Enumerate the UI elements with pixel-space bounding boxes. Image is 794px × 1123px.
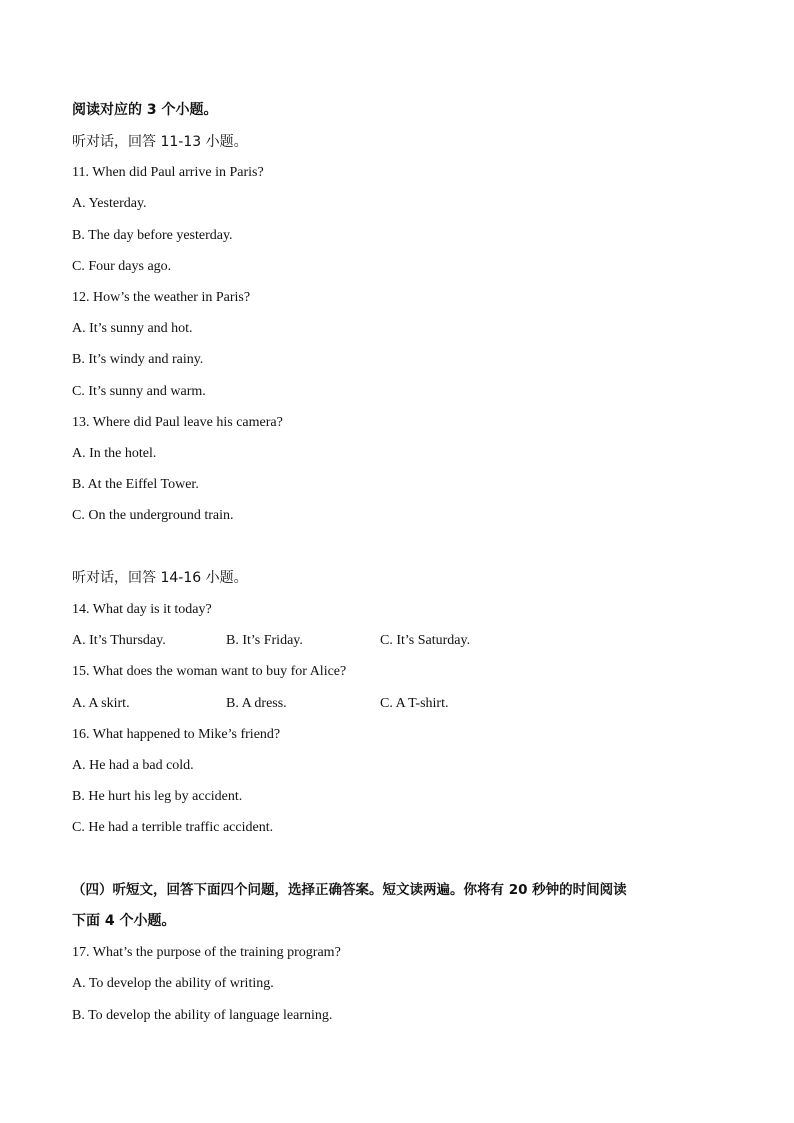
section-c-heading-line2: 下面 4 个小题。 xyxy=(72,913,176,929)
question-11-option-b: B. The day before yesterday. xyxy=(72,228,233,243)
question-16-option-c: C. He had a terrible traffic accident. xyxy=(72,820,274,835)
question-12-stem: 12. How’s the weather in Paris? xyxy=(72,290,251,305)
section-a-instruction: 听对话，回答 11-13 小题。 xyxy=(72,134,248,150)
question-13-option-b: B. At the Eiffel Tower. xyxy=(72,477,199,492)
question-14-option-b: B. It’s Friday. xyxy=(226,633,303,648)
section-b-instruction: 听对话，回答 14-16 小题。 xyxy=(72,570,248,586)
question-12-option-b: B. It’s windy and rainy. xyxy=(72,352,204,367)
question-11-stem: 11. When did Paul arrive in Paris? xyxy=(72,165,264,180)
question-13-stem: 13. Where did Paul leave his camera? xyxy=(72,415,283,430)
question-17-option-a: A. To develop the ability of writing. xyxy=(72,976,274,991)
header-note: 阅读对应的 3 个小题。 xyxy=(72,102,218,118)
question-15-stem: 15. What does the woman want to buy for Alice? xyxy=(72,664,347,679)
question-15-option-c: C. A T-shirt. xyxy=(380,696,449,711)
question-11-option-c: C. Four days ago. xyxy=(72,259,172,274)
question-15-option-a: A. A skirt. xyxy=(72,696,130,711)
question-16-stem: 16. What happened to Mike’s friend? xyxy=(72,727,281,742)
question-17-stem: 17. What’s the purpose of the training program? xyxy=(72,945,341,960)
question-13-option-c: C. On the underground train. xyxy=(72,508,234,523)
question-14-option-c: C. It’s Saturday. xyxy=(380,633,471,648)
question-16-option-a: A. He had a bad cold. xyxy=(72,758,194,773)
question-14-stem: 14. What day is it today? xyxy=(72,602,212,617)
section-c-heading-line1: （四）听短文，回答下面四个问题，选择正确答案。短文读两遍。你将有 20 秒钟的时间阅读 xyxy=(72,882,627,898)
question-11-option-a: A. Yesterday. xyxy=(72,196,147,211)
question-15-option-b: B. A dress. xyxy=(226,696,287,711)
question-12-option-c: C. It’s sunny and warm. xyxy=(72,384,206,399)
question-16-option-b: B. He hurt his leg by accident. xyxy=(72,789,243,804)
question-17-option-b: B. To develop the ability of language learning. xyxy=(72,1008,333,1023)
question-14-option-a: A. It’s Thursday. xyxy=(72,633,166,648)
question-12-option-a: A. It’s sunny and hot. xyxy=(72,321,193,336)
question-13-option-a: A. In the hotel. xyxy=(72,446,157,461)
